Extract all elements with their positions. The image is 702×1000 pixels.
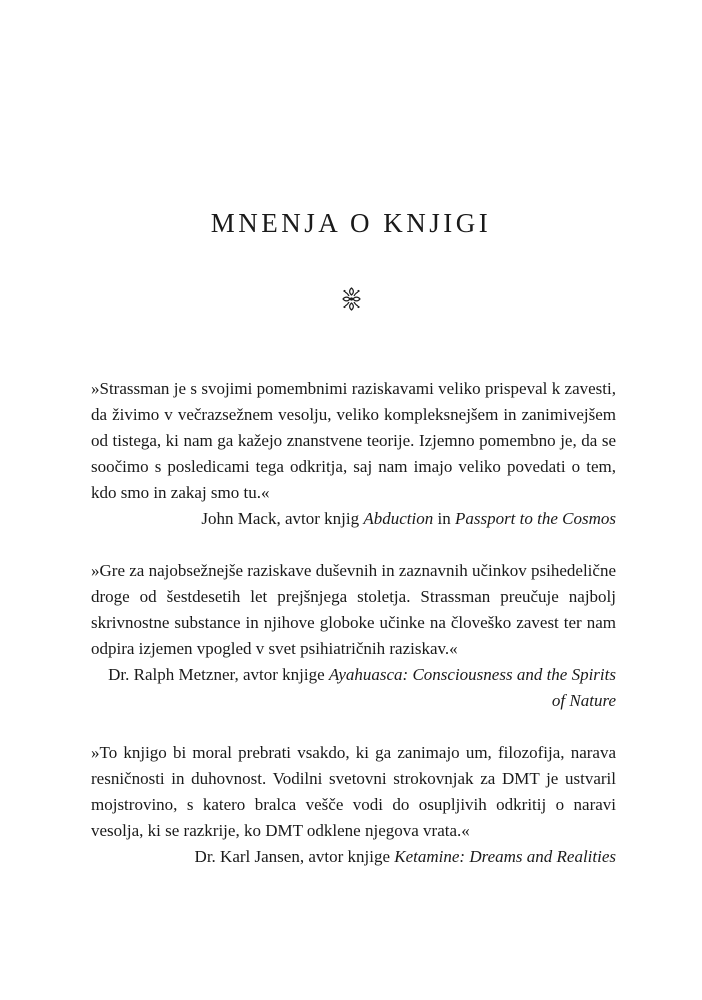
attribution-connector: in: [433, 509, 455, 528]
attribution-work-title: Ayahuasca: Consciousness and the Spirits of Nature: [328, 665, 616, 710]
quotes-section: [91, 376, 616, 870]
quote-text: »To knjigo bi moral prebrati vsakdo, ki ga zanimajo um, filozofija, narava resničnosti in duhovnost. Vodilni svetovni strokovnjak za DMT je ustvaril mojstrovino, s katero bralca vešče vodi do osupljivih odkritij o naravi vesolja, ki se razkrije, ko DMT odklene njegova vrata.«: [91, 743, 616, 840]
quote-attribution: [91, 506, 616, 532]
floral-ornament-icon: [341, 286, 362, 312]
attribution-author: John Mack, avtor knjig: [201, 509, 364, 528]
page-title: MNENJA O KNJIGI: [210, 208, 492, 238]
attribution-work-title: Ketamine: Dreams and Realities: [394, 847, 616, 866]
quote-block: [91, 376, 616, 532]
attribution-work-title: Abduction: [363, 509, 434, 528]
quote-text: »Gre za najobsežnejše raziskave duševnih in zaznavnih učinkov psihedelične droge od šestdesetih let prejšnjega stoletja. Strassman preučuje najbolj skrivnostne substance in njihove globoke učinke na človeško zavest ter nam odpira izjemen vpogled v svet psihiatričnih raziskav.«: [91, 561, 616, 658]
quote-attribution: [91, 662, 616, 714]
quote-attribution: [91, 844, 616, 870]
attribution-author: Dr. Karl Jansen, avtor knjige: [194, 847, 395, 866]
attribution-work-title: Passport to the Cosmos: [454, 509, 616, 528]
quote-block: [91, 558, 616, 714]
quote-text: »Strassman je s svojimi pomembnimi raziskavami veliko prispeval k zavesti, da živimo v večrazsežnem vesolju, veliko kompleksnejšem in zanimivejšem od tistega, ki nam ga kažejo znanstvene teorije. Izjemno pomembno je, da se soočimo s posledicami tega odkritja, saj nam imajo veliko povedati o tem, kdo smo in zakaj smo tu.«: [91, 379, 616, 502]
attribution-author: Dr. Ralph Metzner, avtor knjige: [108, 665, 329, 684]
quote-block: [91, 740, 616, 870]
